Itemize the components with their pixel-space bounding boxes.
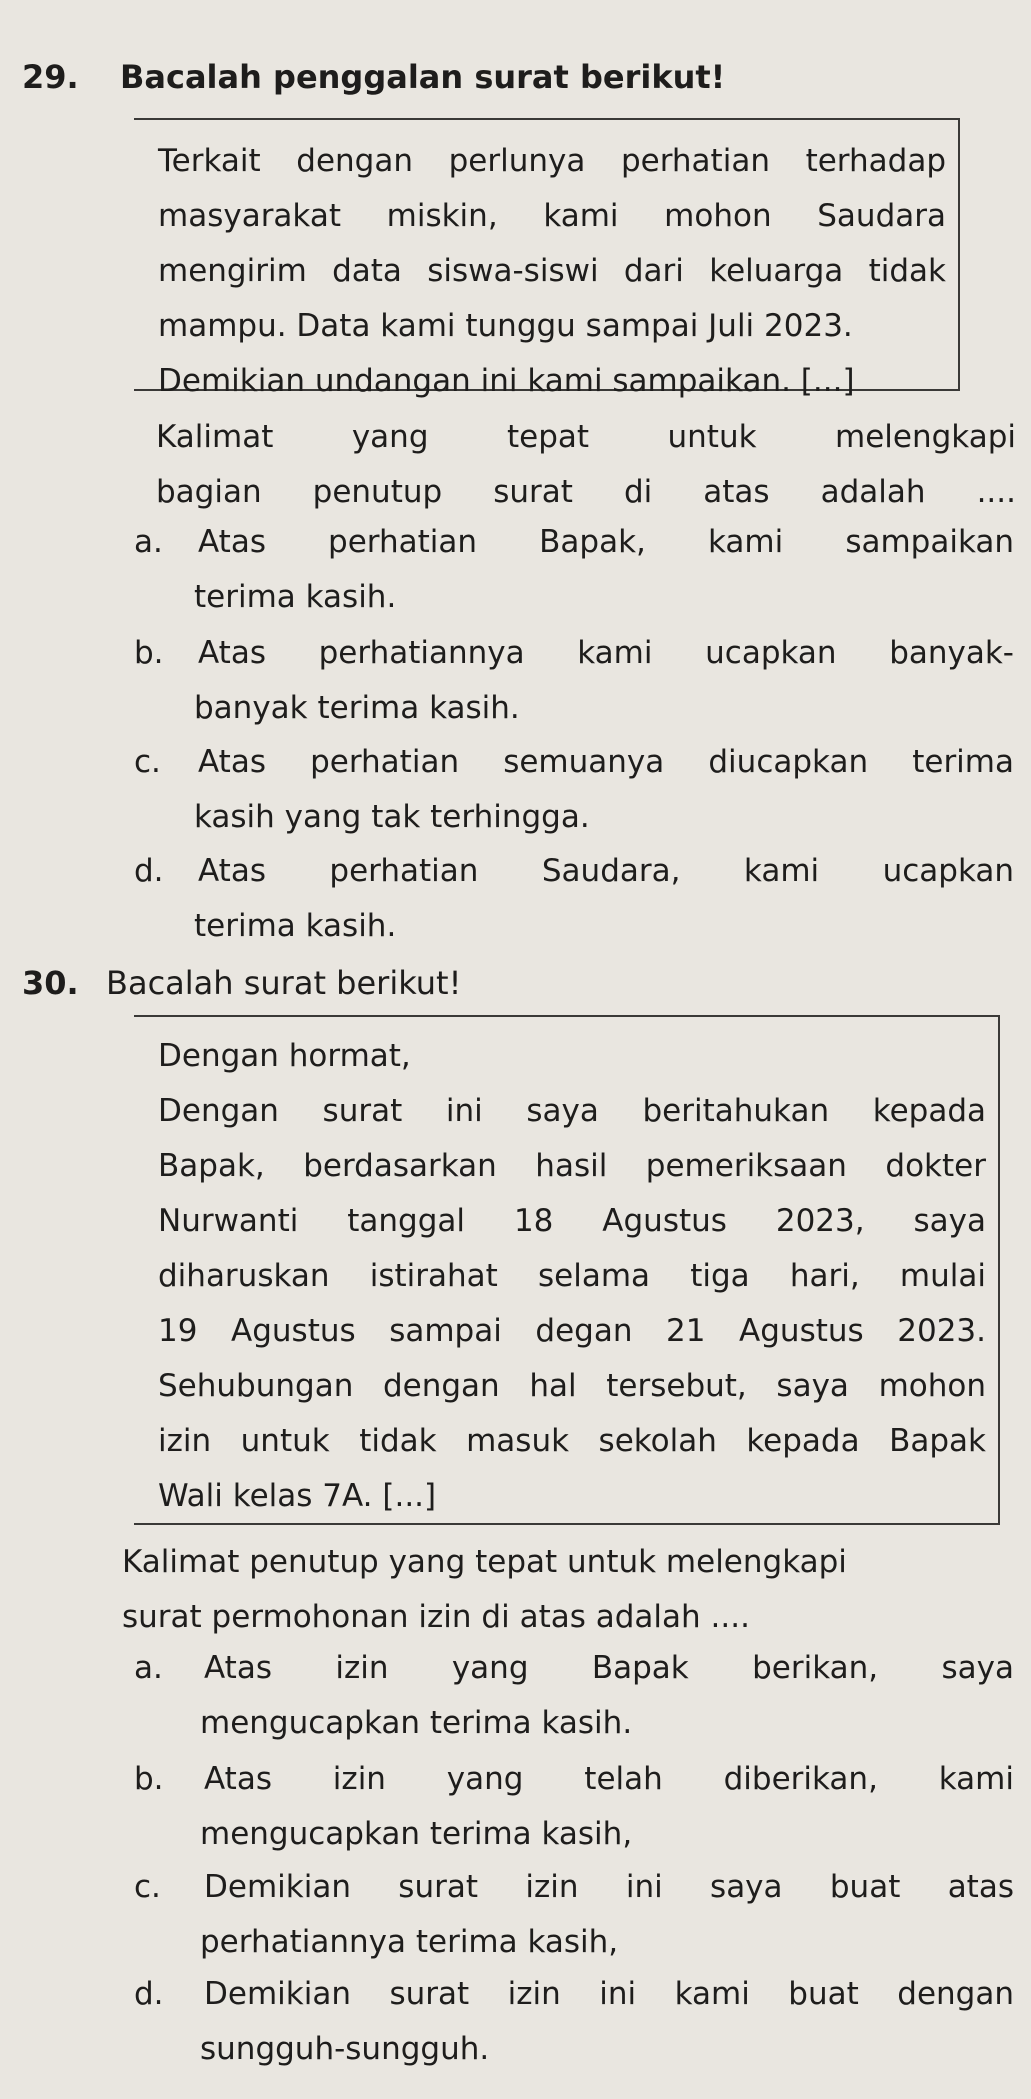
stem-line: bagian penutup surat di atas adalah .... bbox=[156, 474, 1016, 510]
option-text: kasih yang tak terhingga. bbox=[194, 799, 590, 835]
letter-excerpt-box-29 bbox=[134, 118, 960, 399]
option-text: terima kasih. bbox=[194, 908, 397, 944]
letter-line: izin untuk tidak masuk sekolah kepada Bapak bbox=[158, 1423, 986, 1459]
option-label: b. bbox=[134, 1761, 164, 1797]
option-text: perhatiannya terima kasih, bbox=[200, 1924, 619, 1960]
question-29-stem bbox=[156, 410, 1016, 520]
option-text: Atas perhatiannya kami ucapkan banyak- bbox=[198, 635, 1014, 671]
option-label: d. bbox=[134, 853, 164, 889]
letter-box-30 bbox=[134, 1015, 1000, 1525]
option-text: banyak terima kasih. bbox=[194, 690, 520, 726]
question-29-option-b[interactable] bbox=[134, 626, 1014, 736]
letter-line: Bapak, berdasarkan hasil pemeriksaan dokter bbox=[158, 1148, 986, 1184]
option-text: Atas izin yang telah diberikan, kami bbox=[204, 1761, 1014, 1797]
letter-line: Wali kelas 7A. [...] bbox=[158, 1478, 437, 1514]
question-30-option-d[interactable] bbox=[134, 1967, 1014, 2077]
question-30-option-b[interactable] bbox=[134, 1752, 1014, 1862]
question-30-number: 30. bbox=[22, 964, 79, 1002]
option-text: Atas perhatian Bapak, kami sampaikan bbox=[198, 524, 1014, 560]
letter-line: diharuskan istirahat selama tiga hari, mulai bbox=[158, 1258, 986, 1294]
stem-line: Kalimat penutup yang tepat untuk melengkapi bbox=[122, 1544, 847, 1580]
option-label: b. bbox=[134, 635, 164, 671]
question-29-number: 29. bbox=[22, 58, 79, 96]
question-30-option-a[interactable] bbox=[134, 1641, 1014, 1751]
option-label: d. bbox=[134, 1976, 164, 2012]
option-text: terima kasih. bbox=[194, 579, 397, 615]
question-29-instruction: Bacalah penggalan surat berikut! bbox=[120, 58, 726, 96]
stem-line: Kalimat yang tepat untuk melengkapi bbox=[156, 419, 1016, 455]
letter-line: Sehubungan dengan hal tersebut, saya mohon bbox=[158, 1368, 986, 1404]
letter-line: 19 Agustus sampai degan 21 Agustus 2023. bbox=[158, 1313, 986, 1349]
option-label: a. bbox=[134, 1650, 163, 1686]
question-29-option-a[interactable] bbox=[134, 515, 1014, 625]
option-label: c. bbox=[134, 744, 161, 780]
stem-line: surat permohonan izin di atas adalah .... bbox=[122, 1599, 750, 1635]
option-text: Atas perhatian semuanya diucapkan terima bbox=[198, 744, 1014, 780]
question-29-option-c[interactable] bbox=[134, 735, 1014, 845]
letter-line: Nurwanti tanggal 18 Agustus 2023, saya bbox=[158, 1203, 986, 1239]
letter-line: Dengan hormat, bbox=[158, 1038, 411, 1074]
option-text: mengucapkan terima kasih. bbox=[200, 1705, 633, 1741]
excerpt-line: mampu. Data kami tunggu sampai Juli 2023. bbox=[158, 308, 853, 344]
option-text: Atas izin yang Bapak berikan, saya bbox=[204, 1650, 1014, 1686]
question-29-option-d[interactable] bbox=[134, 844, 1014, 954]
option-label: a. bbox=[134, 524, 163, 560]
excerpt-line: Demikian undangan ini kami sampaikan. [...] bbox=[158, 363, 855, 399]
option-text: Atas perhatian Saudara, kami ucapkan bbox=[198, 853, 1014, 889]
question-30-option-c[interactable] bbox=[134, 1860, 1014, 1970]
excerpt-line: Terkait dengan perlunya perhatian terhadap bbox=[158, 143, 946, 179]
option-label: c. bbox=[134, 1869, 161, 1905]
option-text: Demikian surat izin ini kami buat dengan bbox=[204, 1976, 1014, 2012]
excerpt-line: masyarakat miskin, kami mohon Saudara bbox=[158, 198, 946, 234]
option-text: sungguh-sungguh. bbox=[200, 2031, 490, 2067]
question-30-stem bbox=[122, 1535, 1016, 1645]
option-text: Demikian surat izin ini saya buat atas bbox=[204, 1869, 1014, 1905]
letter-line: Dengan surat ini saya beritahukan kepada bbox=[158, 1093, 986, 1129]
question-30-instruction: Bacalah surat berikut! bbox=[106, 964, 462, 1002]
option-text: mengucapkan terima kasih, bbox=[200, 1816, 633, 1852]
excerpt-line: mengirim data siswa-siswi dari keluarga tidak bbox=[158, 253, 946, 289]
